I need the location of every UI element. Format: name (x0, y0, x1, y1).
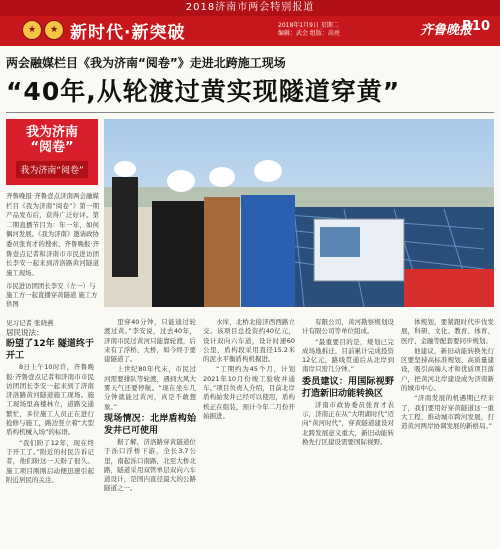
column-logo (6, 119, 98, 185)
body-column-1 (6, 328, 94, 486)
paragraph: 水库，北桥北接济西西路立交。该项目总投资约40亿元，设计双向六车道，设计时速60公里，盾构段采用直径15.2米的泥水平衡盾构机掘进。 (203, 318, 295, 364)
paragraph: 济南市政协委员张育才表示，济南正在从“大明湖时代”迈向“黄河时代”，穿黄隧道建设对北跨发展意义重大，新旧动能转换先行区建设需要国际视野。 (302, 400, 394, 446)
body-column-5 (401, 318, 494, 433)
paragraph: “济南发展的机遇期已经来了，我们要用好穿黄隧道这一重大工程，推动城市跨河发展，打造黄河两岸协调发展的新格局。” (401, 394, 494, 431)
column-logo-line2: “阅卷” (30, 140, 74, 155)
column-logo-tag: 我为济南“阅卷” (16, 161, 87, 178)
party-emblem-icon: ★ (22, 20, 42, 40)
headline-divider (6, 112, 494, 113)
paragraph: 他建议，新旧动能转换先行区要坚持高标准规划、高质量建设，吸引高端人才和优质项目落户，把黄河北岸建设成为济南新的城市中心。 (401, 346, 494, 393)
subhead-site: 现场情况：北岸盾构始发井已可使用 (104, 413, 196, 436)
paragraph: 里穿40分钟，只能通过轮渡过黄。”李安说，过去40年，济南市民过黄河只能靠轮渡，后来有了浮桥、大桥，如今终于要建隧道了。 (104, 318, 196, 364)
reporter-byline: 见习记者 张晓燕 (6, 319, 54, 327)
paragraph: 体规划，要紧跟时代步伐发展，科研、文化、教育、体育、医疗、金融等配套要同步规划。 (401, 318, 494, 345)
issue-date: 2018年1月9日 星期二 (278, 22, 339, 29)
subhead-residents: 盼望了12年 隧道终于开工 (6, 339, 94, 362)
construction-site-illustration (104, 119, 494, 307)
body-column-2 (104, 318, 196, 495)
news-photo (104, 119, 494, 307)
paragraph: “我们盼了12年，现在终于开工了。”附近的村民告诉记者，他们盼这一天盼了很久。施工项目刚刚启动便迅速引起附近居民的关注。 (6, 438, 94, 484)
issue-editors: 编辑：武会 组版：高亮 (278, 30, 340, 37)
subhead-proposal: 委员建议：用国际视野打造新旧动能转换区 (302, 376, 394, 399)
body-column-3 (203, 318, 295, 422)
issue-meta (278, 22, 340, 38)
paragraph: 据了解，济洛路穿黄隧道位于泺口浮桥下游，全长3.7公里，南起泺口南路，北至大桥北路，隧道采用双管单层双向六车道设计，是国内直径最大的公路隧道之一。 (104, 437, 196, 493)
column-logo-line1: 我为济南 (25, 125, 78, 140)
article-kicker: 两会融媒栏目《我为济南“阅卷”》走进北跨施工现场 (6, 56, 286, 70)
paragraph: “工期约为45个月，计划2021年10月份竣工验收并通车。”项目负责人介绍，目前北岸盾构始发井已经可以使用，盾构机正在组装，预计今年二月份开始掘进。 (203, 365, 295, 420)
paragraph: “最重要目的是，规划已完成场地拆迁，目前累计完成投资12亿元，路线贯通后从北岸到南岸只需几分钟。” (302, 337, 394, 374)
national-emblem-icon: ★ (44, 20, 64, 40)
article-lead: 齐鲁晚报·齐鲁壹点济南两会融媒栏目《我为济南“阅卷”》第一期产品发布后，获得广泛好评。第二期直播节目为：年一年，如何偶河发展。《我为济南》邀请政协委员张育才的搜索、齐鲁晚报·齐鲁壹点记者和济南市市民进访团长李安一起来到济洛路黄河隧道施工现场。 (6, 192, 99, 277)
subhead-kicker: 居民说法： (6, 328, 44, 337)
page-number: B10 (462, 19, 490, 34)
paragraph: 有限公司，黄河勘察规划设计有限公司等单位组成。 (302, 318, 394, 336)
masthead-banner (0, 0, 500, 46)
article-headline: “40年,从轮渡过黄实现隧道穿黄” (6, 77, 401, 106)
newspaper-logo: 齐鲁晚报 (420, 23, 473, 38)
photo-caption: 市民进访团团长李安（左一）与施工方一起直播穿黄隧道 施工方供图 (6, 282, 98, 308)
paragraph: 8日上午10时许，齐鲁晚报·齐鲁壹点记者和济南市市民访团团长李安一起来到了济南济洛路黄河隧道施工现场。施工现场里高楼林立，道路交通繁忙，多位施工人员正在进行抢修与施工，路边竖立着“大型盾构机械入场”的标语。 (6, 363, 94, 437)
section-label: 2018济南市两会特别报道 (0, 0, 500, 16)
section-title: 新时代·新突破 (70, 23, 186, 43)
body-column-4 (302, 318, 394, 448)
paragraph: 上世纪80年代末，市民过河需要排队等轮渡，遇到大风大雾天气还要停航。“现在坐车几分钟就能过黄河，真是不敢想象。” (104, 365, 196, 411)
